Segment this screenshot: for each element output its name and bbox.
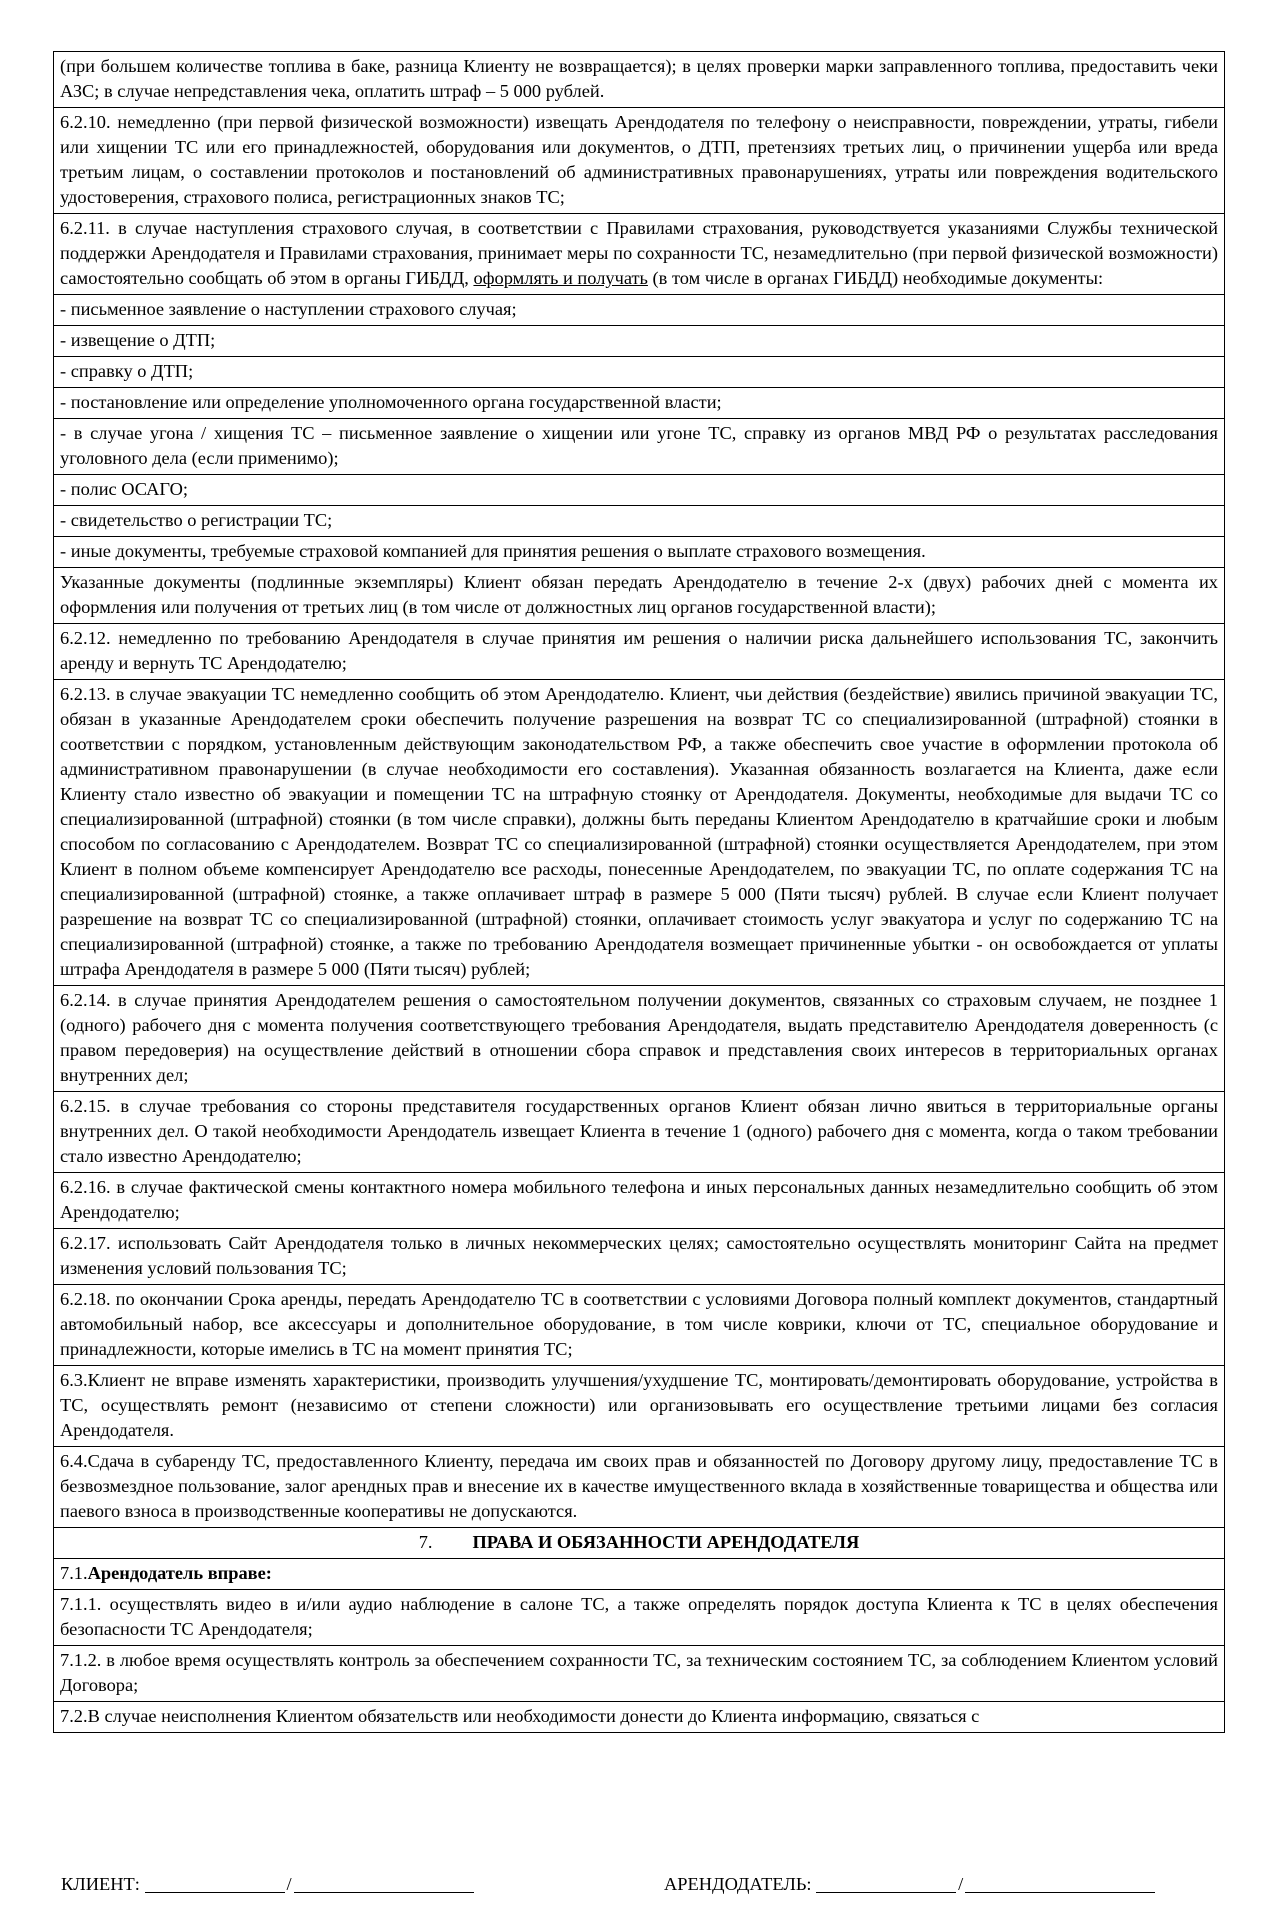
clause-6-2-11 <box>54 214 1225 295</box>
table-row <box>54 1646 1225 1702</box>
table-row <box>54 986 1225 1092</box>
table-row <box>54 388 1225 419</box>
contract-table <box>53 51 1225 1733</box>
table-row <box>54 624 1225 680</box>
lessor-signature-line <box>664 1872 1155 1896</box>
client-label: КЛИЕНТ: <box>61 1874 140 1894</box>
clause-7-1-2: 7.1.2. в любое время осуществлять контроль за обеспечением сохранности ТС, за техническим состоянием ТС, за соблюдением Клиентом условий Договора; <box>54 1646 1225 1702</box>
table-row <box>54 419 1225 475</box>
clause-text: (при большем количестве топлива в баке, разница Клиенту не возвращается); в целях проверки марки заправленного топлива, предоставить чеки АЗС; в случае непредставления чека, оплатить штраф – 5 000 рублей. <box>54 52 1225 108</box>
table-row <box>54 1285 1225 1366</box>
clause-6-2-14: 6.2.14. в случае принятия Арендодателем решения о самостоятельном получении документов, связанных со страховым случаем, не позднее 1 (одного) рабочего дня с момента получения соответствующего требования Арендодателя, выдать представителю Арендодателя доверенность (с правом передоверия) на осуществление действий в отношении сбора справок и представления своих интересов в территориальных органах внутренних дел; <box>54 986 1225 1092</box>
table-row <box>54 52 1225 108</box>
clause-6-2-10: 6.2.10. немедленно (при первой физической возможности) извещать Арендодателя по телефону о неисправности, повреждении, утраты, гибели или хищении ТС или его принадлежностей, оборудования или документов, о ДТП, претензиях третьих лиц, о причинении ущерба или вреда третьим лицам, о составлении протоколов и постановлений об административных правонарушениях, утраты или повреждения водительского удостоверения, страхового полиса, регистрационных знаков ТС; <box>54 108 1225 214</box>
table-row <box>54 295 1225 326</box>
clause-text: 6.2.11. в случае наступления страхового случая, в соответствии с Правилами страхования, руководствуется указаниями Службы технической поддержки Арендодателя и Правилами страхования, принимает меры по сохранности ТС, незамедлительно (при первой физической возможности) самостоятельно сообщать об этом в органы ГИБДД, <box>60 218 1218 288</box>
table-row <box>54 537 1225 568</box>
section-heading <box>54 1528 1225 1559</box>
name-blank <box>294 1874 474 1893</box>
clause-6-2-17: 6.2.17. использовать Сайт Арендодателя только в личных некоммерческих целях; самостоятельно осуществлять мониторинг Сайта на предмет изменения условий пользования ТС; <box>54 1229 1225 1285</box>
clause-text: (в том числе в органах ГИБДД) необходимые документы: <box>647 268 1104 288</box>
table-row <box>54 1092 1225 1173</box>
table-row <box>54 1559 1225 1590</box>
list-item: - постановление или определение уполномоченного органа государственной власти; <box>54 388 1225 419</box>
clause-number: 7.1. <box>60 1563 88 1583</box>
clause-6-2-16: 6.2.16. в случае фактической смены контактного номера мобильного телефона и иных персональных данных незамедлительно сообщить об этом Арендодателю; <box>54 1173 1225 1229</box>
list-item: - извещение о ДТП; <box>54 326 1225 357</box>
section-title: ПРАВА И ОБЯЗАННОСТИ АРЕНДОДАТЕЛЯ <box>472 1532 860 1552</box>
table-row <box>54 326 1225 357</box>
slash: / <box>958 1874 964 1894</box>
table-row <box>54 1229 1225 1285</box>
list-item: - иные документы, требуемые страховой компанией для принятия решения о выплате страхового возмещения. <box>54 537 1225 568</box>
clause-bold-text: Арендодатель вправе: <box>87 1563 272 1583</box>
slash: / <box>286 1874 292 1894</box>
client-signature-line <box>61 1872 474 1896</box>
clause-7-2: 7.2.В случае неисполнения Клиентом обязательств или необходимости донести до Клиента информацию, связаться с <box>54 1702 1225 1733</box>
table-row <box>54 680 1225 986</box>
table-row <box>54 1173 1225 1229</box>
table-row <box>54 568 1225 624</box>
list-item: - свидетельство о регистрации ТС; <box>54 506 1225 537</box>
section-number: 7. <box>418 1532 433 1552</box>
underlined-text: оформлять и получать <box>473 268 648 288</box>
clause-6-4: 6.4.Сдача в субаренду ТС, предоставленного Клиенту, передача им своих прав и обязанностей по Договору другому лицу, предоставление ТС в безвозмездное пользование, залог арендных прав и внесение их в качестве имущественного вклада в хозяйственные товарищества и общества или паевого взноса в производственные кооперативы не допускаются. <box>54 1447 1225 1528</box>
name-blank <box>965 1874 1155 1893</box>
table-row <box>54 108 1225 214</box>
table-row <box>54 475 1225 506</box>
clause-6-2-15: 6.2.15. в случае требования со стороны представителя государственных органов Клиент обязан лично явиться в территориальные органы внутренних дел. О такой необходимости Арендодатель извещает Клиента в течение 1 (одного) рабочего дня с момента, когда о таком требовании стало известно Арендодателю; <box>54 1092 1225 1173</box>
clause-7-1-1: 7.1.1. осуществлять видео в и/или аудио наблюдение в салоне ТС, а также определять порядок доступа Клиента к ТС в целях обеспечения безопасности ТС Арендодателя; <box>54 1590 1225 1646</box>
clause-6-3: 6.3.Клиент не вправе изменять характеристики, производить улучшения/ухудшение ТС, монтировать/демонтировать оборудование, устройства в ТС, осуществлять ремонт (независимо от степени сложности) или организовывать его осуществление третьими лицами без согласия Арендодателя. <box>54 1366 1225 1447</box>
signature-blank <box>145 1874 285 1893</box>
table-row <box>54 1528 1225 1559</box>
table-row <box>54 357 1225 388</box>
clause-6-2-18: 6.2.18. по окончании Срока аренды, передать Арендодателю ТС в соответствии с условиями Договора полный комплект документов, стандартный автомобильный набор, все аксессуары и дополнительное оборудование, в том числе коврики, ключи от ТС, специальное оборудование и принадлежности, которые имелись в ТС на момент принятия ТС; <box>54 1285 1225 1366</box>
signature-blank <box>816 1874 956 1893</box>
list-item: - письменное заявление о наступлении страхового случая; <box>54 295 1225 326</box>
table-row <box>54 1702 1225 1733</box>
list-item: - справку о ДТП; <box>54 357 1225 388</box>
clause-6-2-13: 6.2.13. в случае эвакуации ТС немедленно сообщить об этом Арендодателю. Клиент, чьи действия (бездействие) явились причиной эвакуации ТС, обязан в указанные Арендодателем сроки обеспечить получение разрешения на возврат ТС со специализированной (штрафной) стоянки в соответствии с порядком, установленным действующим законодательством РФ, а также обеспечить свое участие в оформлении протокола об административном правонарушении (в случае необходимости его составления). Указанная обязанность возлагается на Клиента, даже если Клиенту стало известно об эвакуации и помещении ТС на штрафную стоянку от Арендодателя. Документы, необходимые для выдачи ТС со специализированной (штрафной) стоянки (в том числе справки), должны быть переданы Клиентом Арендодателю в кратчайшие сроки и любым способом по согласованию с Арендодателем. Возврат ТС со специализированной (штрафной) стоянки осуществляется Арендодателем, при этом Клиент в полном объеме компенсирует Арендодателю все расходы, понесенные Арендодателем, по эвакуации ТС, по оплате содержания ТС на специализированной (штрафной) стоянке, а также оплачивает штраф в размере 5 000 (Пяти тысяч) рублей. В случае если Клиент получает разрешение на возврат ТС со специализированной (штрафной) стоянки, оплачивает стоимость услуг эвакуатора и услуг по содержанию ТС на специализированной (штрафной) стоянке, а также по требованию Арендодателя возмещает причиненные убытки - он освобождается от уплаты штрафа Арендодателя в размере 5 000 (Пяти тысяч) рублей; <box>54 680 1225 986</box>
table-row <box>54 214 1225 295</box>
table-row <box>54 1366 1225 1447</box>
clause-6-2-12: 6.2.12. немедленно по требованию Арендодателя в случае принятия им решения о наличии риска дальнейшего использования ТС, закончить аренду и вернуть ТС Арендодателю; <box>54 624 1225 680</box>
clause-7-1 <box>54 1559 1225 1590</box>
list-item: - в случае угона / хищения ТС – письменное заявление о хищении или угоне ТС, справку из органов МВД РФ о результатах расследования уголовного дела (если применимо); <box>54 419 1225 475</box>
table-row <box>54 1447 1225 1528</box>
clause-text: Указанные документы (подлинные экземпляры) Клиент обязан передать Арендодателю в течение 2-х (двух) рабочих дней с момента их оформления или получения от третьих лиц (в том числе от должностных лиц органов государственной власти); <box>54 568 1225 624</box>
table-row <box>54 1590 1225 1646</box>
table-row <box>54 506 1225 537</box>
lessor-label: АРЕНДОДАТЕЛЬ: <box>664 1874 812 1894</box>
list-item: - полис ОСАГО; <box>54 475 1225 506</box>
